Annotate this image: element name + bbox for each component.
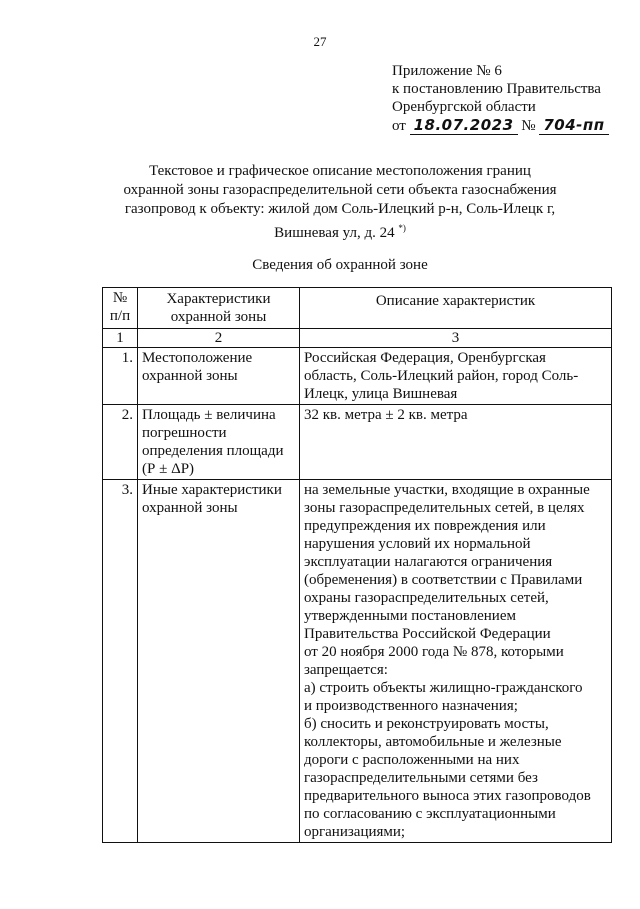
title-address: Вишневая ул, д. 24 xyxy=(274,225,395,241)
cell-line: и производственного назначения; xyxy=(304,698,518,714)
table-row xyxy=(103,348,612,405)
zone-info-table xyxy=(102,287,612,843)
title-line: охранной зоны газораспределительной сети объекта газоснабжения xyxy=(123,182,557,198)
cell-line: охранной зоны xyxy=(142,368,238,384)
handwritten-date: 18.07.2023 xyxy=(410,116,518,135)
index-cell: 2 xyxy=(138,329,300,348)
cell-line: определения площади xyxy=(142,443,284,459)
index-cell: 3 xyxy=(300,329,612,348)
cell-line: 32 кв. метра ± 2 кв. метра xyxy=(304,407,468,423)
cell-line: на земельные участки, входящие в охранные xyxy=(304,482,590,498)
table-row xyxy=(103,405,612,480)
cell-line: Иные характеристики xyxy=(142,482,282,498)
cell-line: охраны газораспределительных сетей, xyxy=(304,590,549,606)
table-index-row xyxy=(103,329,612,348)
row-number: 1. xyxy=(103,348,138,405)
cell-line: Илецк, улица Вишневая xyxy=(304,386,458,402)
header-num xyxy=(103,288,138,329)
row-description xyxy=(300,405,612,480)
header-num-line: № xyxy=(112,290,128,306)
row-number: 3. xyxy=(103,480,138,843)
cell-line: область, Соль-Илецкий район, город Соль- xyxy=(304,368,579,384)
cell-line: Российская Федерация, Оренбургская xyxy=(304,350,546,366)
appendix-line: Приложение № 6 xyxy=(392,63,502,79)
cell-line: предупреждения их повреждения или xyxy=(304,518,546,534)
cell-line: Площадь ± величина xyxy=(142,407,276,423)
row-characteristic xyxy=(138,480,300,843)
cell-line: (Р ± ΔР) xyxy=(142,461,195,477)
header-char-line: Характеристики xyxy=(166,291,271,307)
title-line xyxy=(60,219,620,243)
table-row xyxy=(103,480,612,843)
number-sign: № xyxy=(521,118,536,134)
row-characteristic xyxy=(138,348,300,405)
cell-line: Местоположение xyxy=(142,350,253,366)
appendix-block xyxy=(392,62,609,135)
cell-line: газораспределительными сетями без xyxy=(304,770,538,786)
header-char-line: охранной зоны xyxy=(170,309,267,325)
cell-line: эксплуатации налагаются ограничения xyxy=(304,554,553,570)
title-line: Текстовое и графическое описание местоположения границ xyxy=(149,163,531,179)
cell-line: погрешности xyxy=(142,425,227,441)
cell-line: организациями; xyxy=(304,824,406,840)
appendix-line: Оренбургской области xyxy=(392,99,536,115)
cell-line: а) строить объекты жилищно-гражданского xyxy=(304,680,583,696)
date-prefix: от xyxy=(392,118,406,134)
cell-line: Правительства Российской Федерации xyxy=(304,626,551,642)
row-description xyxy=(300,480,612,843)
appendix-line: к постановлению Правительства xyxy=(392,81,601,97)
title-line: газопровод к объекту: жилой дом Соль-Илецкий р-н, Соль-Илецк г, xyxy=(124,201,556,217)
appendix-date-line xyxy=(392,116,609,135)
header-characteristic xyxy=(138,288,300,329)
page-number: 27 xyxy=(313,34,327,49)
cell-line: дороги с расположенными на них xyxy=(304,752,520,768)
cell-line: коллекторы, автомобильные и железные xyxy=(304,734,562,750)
table-header-row xyxy=(103,288,612,329)
cell-line: по согласованию с эксплуатационными xyxy=(304,806,556,822)
index-cell: 1 xyxy=(103,329,138,348)
row-description xyxy=(300,348,612,405)
cell-line: б) сносить и реконструировать мосты, xyxy=(304,716,549,732)
row-number: 2. xyxy=(103,405,138,480)
section-title: Сведения об охранной зоне xyxy=(252,257,428,273)
cell-line: предварительного выноса этих газопроводов xyxy=(304,788,591,804)
cell-line: зоны газораспределительных сетей, в целях xyxy=(304,500,585,516)
cell-line: нарушения условий их нормальной xyxy=(304,536,531,552)
handwritten-number: 704-пп xyxy=(539,116,608,135)
cell-line: утвержденными постановлением xyxy=(304,608,516,624)
document-title xyxy=(60,162,620,243)
header-description: Описание характеристик xyxy=(300,288,612,329)
cell-line: охранной зоны xyxy=(142,500,238,516)
header-num-line: п/п xyxy=(109,308,131,324)
cell-line: от 20 ноября 2000 года № 878, которыми xyxy=(304,644,564,660)
cell-line: (обременения) в соответствии с Правилами xyxy=(304,572,583,588)
footnote-mark: *) xyxy=(398,223,406,233)
cell-line: запрещается: xyxy=(304,662,388,678)
row-characteristic xyxy=(138,405,300,480)
